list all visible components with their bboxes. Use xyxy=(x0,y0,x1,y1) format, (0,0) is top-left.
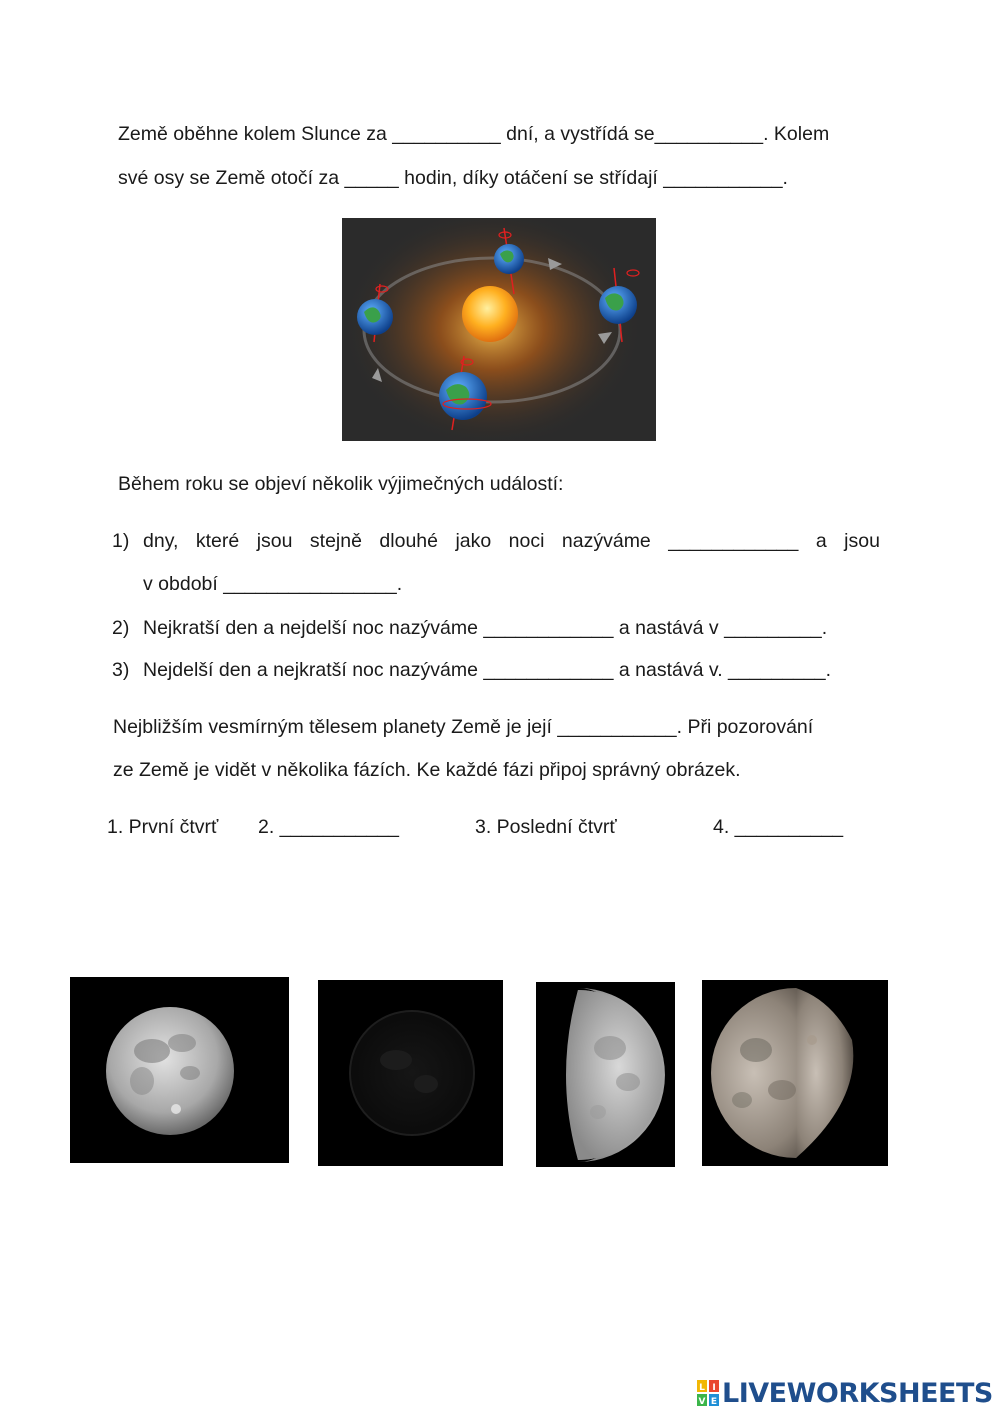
liveworksheets-logo xyxy=(697,1378,993,1408)
phase-label-1: 1. První čtvrť xyxy=(107,816,219,838)
intro-text-2a: své osy se Země otočí za xyxy=(118,167,340,189)
intro-line-2 xyxy=(118,165,788,191)
logo-mark-letter: V xyxy=(698,1397,706,1406)
event-2-number: 2) xyxy=(112,617,130,639)
event-1-word: dlouhé xyxy=(379,530,438,552)
sun xyxy=(462,286,518,342)
event-1-word: které xyxy=(195,530,240,552)
moon-line-1 xyxy=(113,714,813,740)
event-1-word: dny, xyxy=(143,530,179,552)
event-3-number: 3) xyxy=(112,659,130,681)
moon-line-2: ze Země je vidět v několika fázích. Ke každé fázi připoj správný obrázek. xyxy=(113,759,741,781)
intro-text-2b: hodin, díky otáčení se střídají xyxy=(404,167,658,189)
event-1-word: jsou xyxy=(844,530,880,552)
event-2-text-a: Nejkratší den a nejdelší noc nazýváme xyxy=(143,617,478,639)
blank-moon-name[interactable]: ___________ xyxy=(557,716,677,738)
event-1-word: jako xyxy=(455,530,492,552)
event-1-word: a xyxy=(815,530,827,552)
blank-equinox-period[interactable]: ________________ xyxy=(223,573,397,595)
orbit-svg xyxy=(342,218,656,441)
blank-equinox-name[interactable]: ____________ xyxy=(668,530,799,552)
phase-label-4[interactable]: 4. __________ xyxy=(713,816,844,838)
moon-new-photo[interactable] xyxy=(318,980,503,1166)
new-moon-icon xyxy=(318,980,503,1166)
moon-text-1b: . Při pozorování xyxy=(676,716,814,738)
event-1-line-2-end: . xyxy=(396,573,403,595)
event-1-word: jsou xyxy=(256,530,293,552)
phase-label-3: 3. Poslední čtvrť xyxy=(475,816,617,838)
event-3-text-a: Nejdelší den a nejkratší noc nazýváme xyxy=(143,659,478,681)
blank-summer-solstice-name[interactable]: ____________ xyxy=(483,659,614,681)
event-3-text-b: a nastává v. xyxy=(618,659,723,681)
liveworksheets-logo-text: LIVEWORKSHEETS xyxy=(722,1377,993,1409)
event-1-word: nazýváme xyxy=(561,530,651,552)
event-3-text-c: . xyxy=(825,659,832,681)
event-1-line-2 xyxy=(143,571,402,597)
blank-winter-solstice-date[interactable]: _________ xyxy=(724,617,822,639)
events-heading: Během roku se objeví několik výjimečných událostí: xyxy=(118,473,564,495)
earth-orbit-illustration xyxy=(342,218,656,441)
phase-label-2[interactable]: 2. ___________ xyxy=(258,816,399,838)
moon-last-quarter-photo[interactable] xyxy=(702,980,888,1166)
blank-seasons[interactable]: __________ xyxy=(654,123,764,145)
event-2-text-b: a nastává v xyxy=(618,617,719,639)
event-1-word: noci xyxy=(508,530,545,552)
moon-full-photo[interactable] xyxy=(70,977,289,1163)
gibbous-moon-icon xyxy=(536,982,675,1167)
intro-text-1a: Země oběhne kolem Slunce za xyxy=(118,123,387,145)
event-3-line xyxy=(143,657,831,683)
blank-day-night[interactable]: ___________ xyxy=(663,167,783,189)
liveworksheets-mark-icon xyxy=(697,1380,719,1406)
event-1-number: 1) xyxy=(112,530,130,552)
logo-mark-letter: L xyxy=(699,1383,705,1393)
full-moon-icon xyxy=(70,977,289,1163)
event-2-text-c: . xyxy=(821,617,828,639)
logo-mark-letter: E xyxy=(710,1397,718,1406)
intro-text-2c: . xyxy=(782,167,788,189)
event-1-line-1 xyxy=(143,528,880,554)
logo-mark-letter: I xyxy=(712,1383,716,1393)
intro-text-1b: dní, a vystřídá se xyxy=(506,123,655,145)
moon-text-1a: Nejbližším vesmírným tělesem planety Země je její xyxy=(113,716,552,738)
event-1-word: stejně xyxy=(309,530,362,552)
blank-rotation-hours[interactable]: _____ xyxy=(344,167,399,189)
moon-first-quarter-photo[interactable] xyxy=(536,982,675,1167)
blank-winter-solstice-name[interactable]: ____________ xyxy=(483,617,614,639)
intro-line-1 xyxy=(118,121,829,147)
blank-summer-solstice-date[interactable]: _________ xyxy=(728,659,826,681)
blank-orbit-days[interactable]: __________ xyxy=(392,123,501,145)
event-2-line xyxy=(143,615,827,641)
intro-text-1c: . Kolem xyxy=(763,123,830,145)
last-quarter-moon-icon xyxy=(702,980,888,1166)
event-1-line-2-text: v období xyxy=(143,573,218,595)
